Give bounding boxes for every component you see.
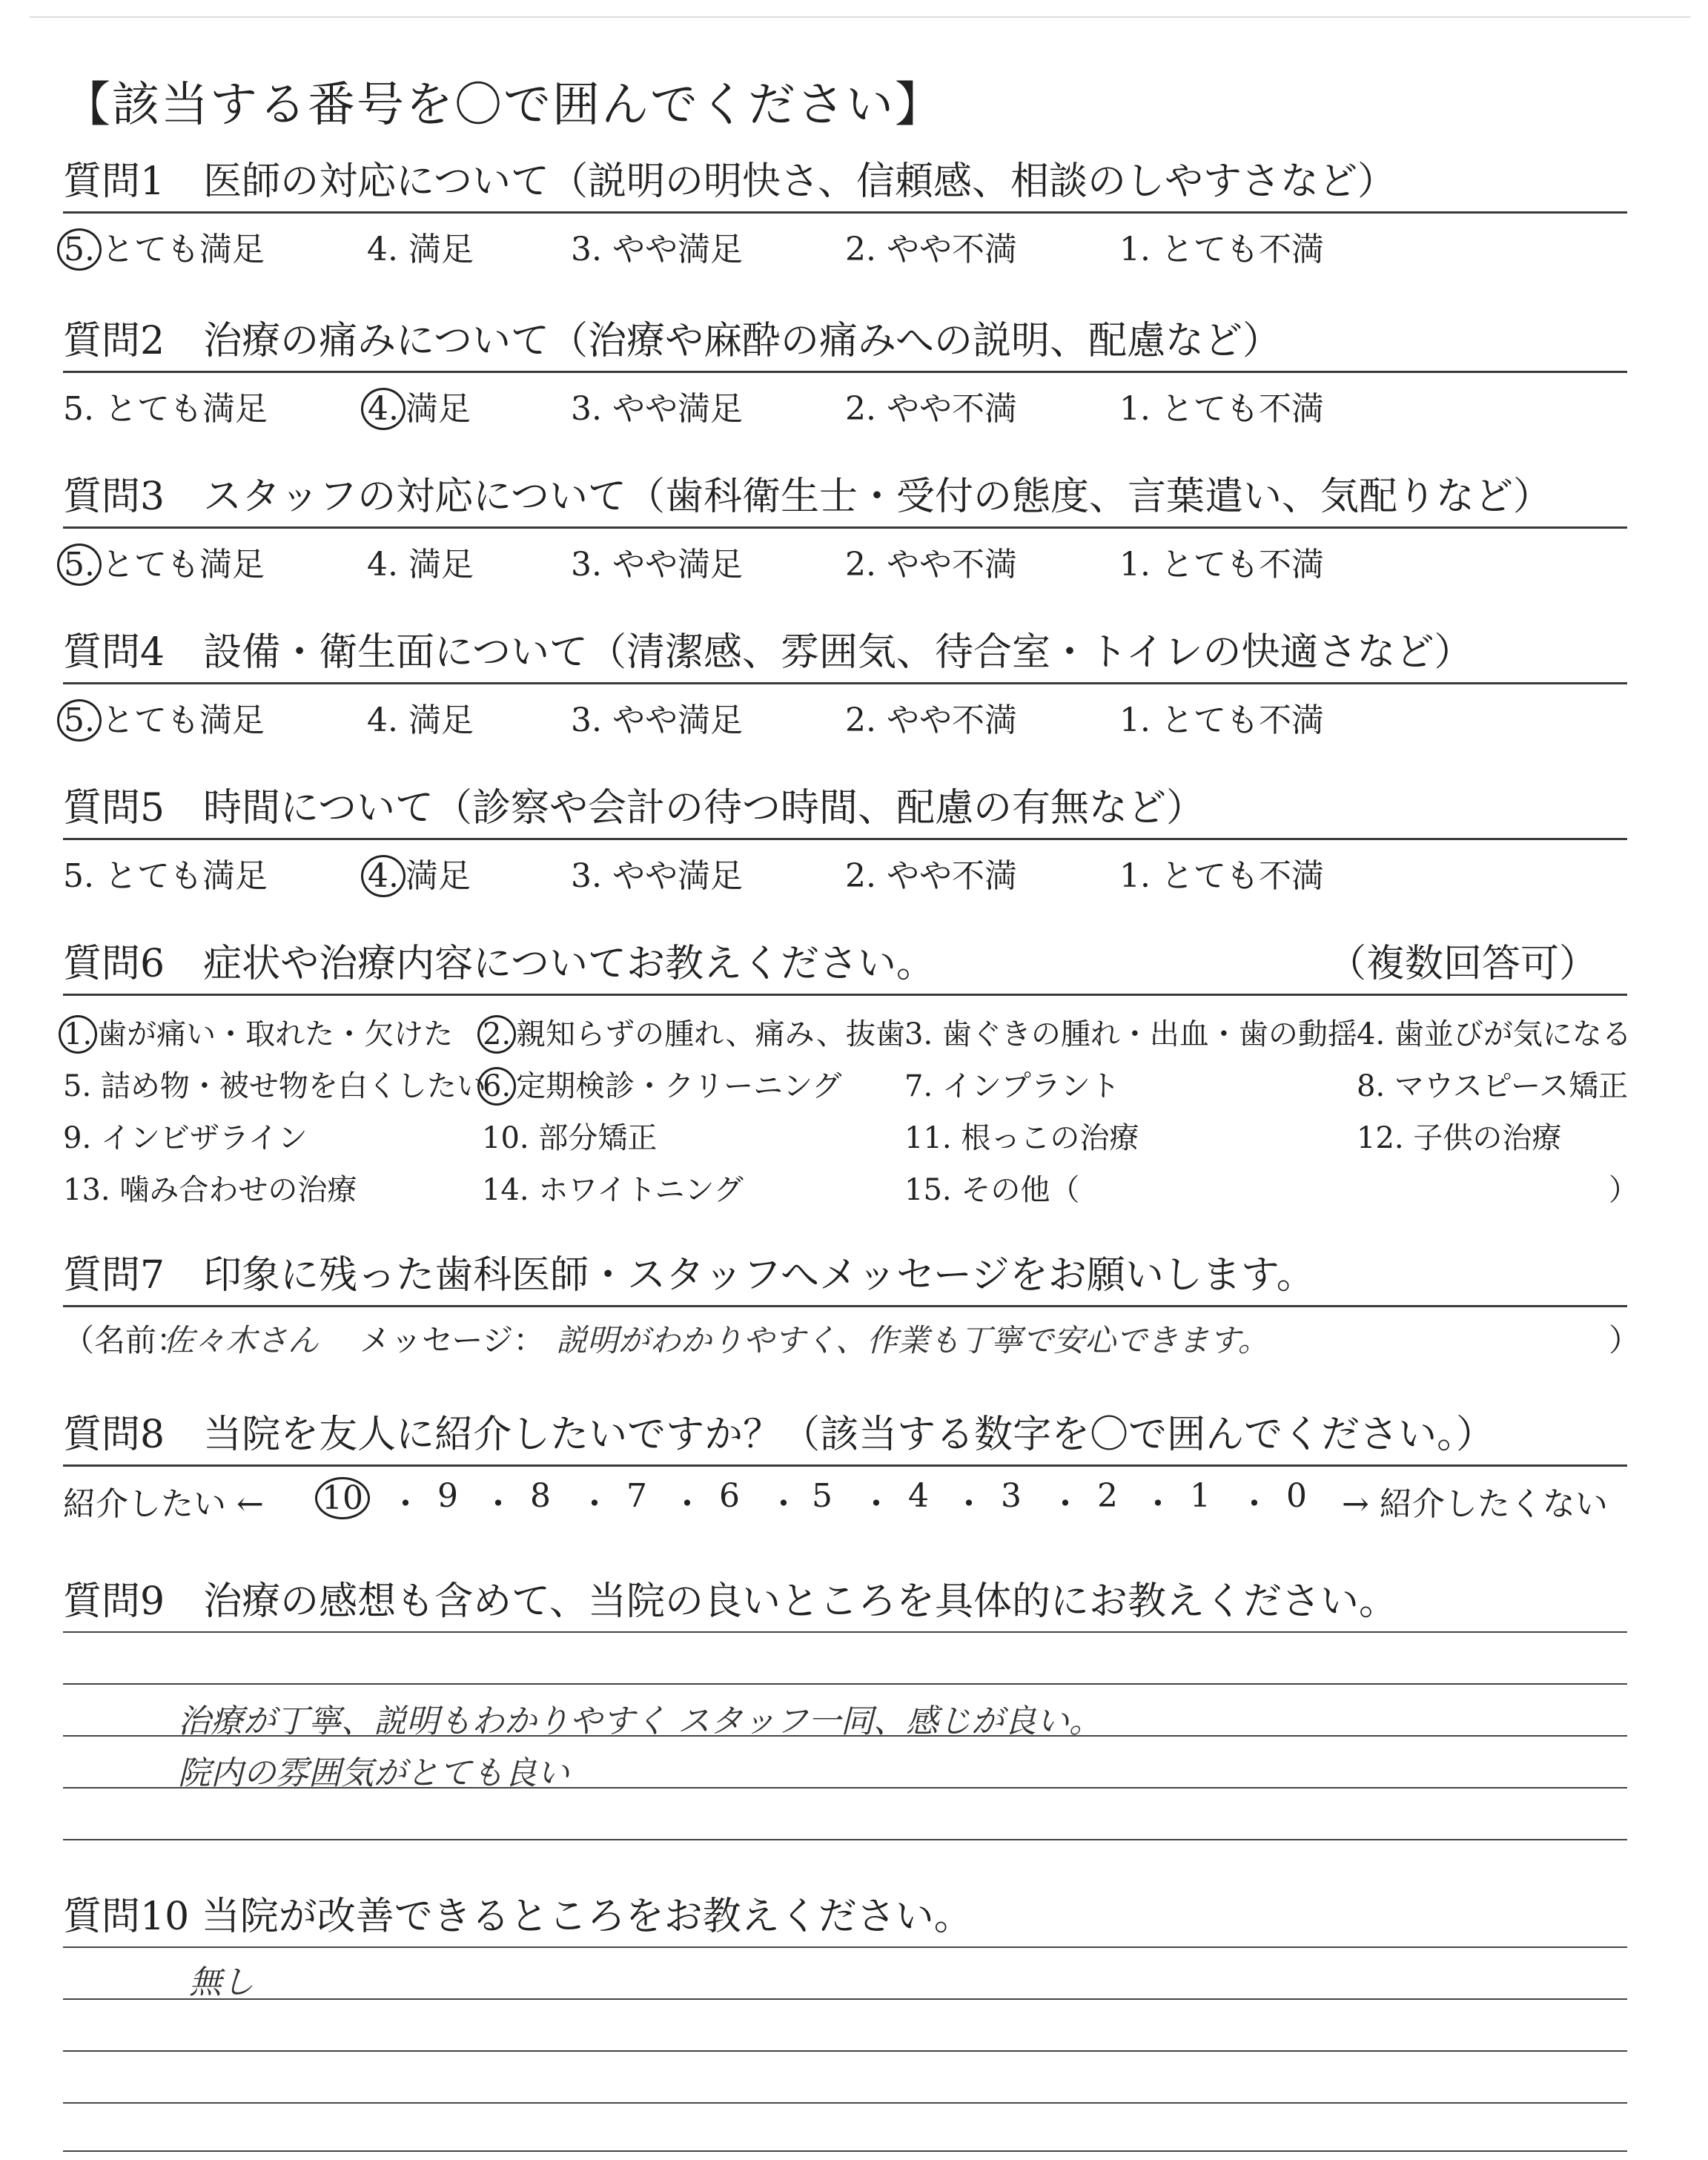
q1-option-5[interactable]: 5. とても満足 — [63, 222, 265, 270]
q2-option-2[interactable]: 2. やや不満 — [845, 390, 1017, 428]
recommend-scale — [63, 1474, 1627, 1523]
question-3 — [63, 475, 1627, 584]
q1-option-3[interactable]: 3. やや満足 — [571, 231, 743, 268]
question-3-title: 質問3 スタッフの対応について（歯科衛生士・受付の態度、言葉遣い、気配りなど） — [63, 475, 1552, 519]
q3-option-5[interactable]: 5. とても満足 — [63, 538, 265, 585]
scale-2[interactable]: 2 — [1097, 1477, 1118, 1515]
scale-5[interactable]: 5 — [812, 1477, 833, 1515]
question-10 — [63, 1895, 1627, 1939]
q4-option-1[interactable]: 1. とても不満 — [1119, 701, 1324, 739]
q1-option-2[interactable]: 2. やや不満 — [845, 231, 1017, 268]
scale-7[interactable]: 7 — [626, 1477, 647, 1515]
q3-option-4[interactable]: 4. 満足 — [367, 546, 474, 584]
divider — [63, 838, 1627, 840]
divider — [63, 371, 1627, 373]
q6-option-2[interactable]: 2. 親知らずの腫れ、痛み、抜歯 — [482, 1011, 905, 1053]
scale-sep: ・ — [389, 1485, 422, 1523]
q6-option-4[interactable]: 4. 歯並びが気になる — [1357, 1017, 1632, 1051]
question-1-title: 質問1 医師の対応について（説明の明快さ、信頼感、相談のしやすさなど） — [63, 159, 1396, 204]
q6-option-12[interactable]: 12. 子供の治療 — [1357, 1121, 1562, 1155]
message-field[interactable]: 説明がわかりやすく、作業も丁寧で安心できます。 — [556, 1322, 1269, 1358]
q6-other-close-paren: ） — [1609, 1173, 1638, 1207]
question-5-options — [63, 846, 1627, 895]
question-2-title: 質問2 治療の痛みについて（治療や麻酔の痛みへの説明、配慮など） — [63, 319, 1282, 363]
q5-option-2[interactable]: 2. やや不満 — [845, 857, 1017, 895]
name-field[interactable]: 佐々木さん — [163, 1322, 320, 1358]
answer-line — [63, 2050, 1627, 2052]
scale-10[interactable]: 10 — [315, 1477, 370, 1519]
q2-option-1[interactable]: 1. とても不満 — [1119, 390, 1324, 428]
question-9-answer-line-2: 院内の雰囲気がとても良い — [178, 1754, 569, 1792]
scale-3[interactable]: 3 — [1001, 1477, 1022, 1515]
answer-line — [63, 1998, 1627, 2000]
question-5-title: 質問5 時間について（診察や会計の待つ時間、配慮の有無など） — [63, 786, 1205, 830]
name-label: （名前： — [63, 1322, 188, 1358]
question-8-title: 質問8 当院を友人に紹介したいですか？（該当する数字を〇で囲んでください。） — [63, 1413, 1495, 1457]
divider — [63, 526, 1627, 529]
q5-option-1[interactable]: 1. とても不満 — [1119, 857, 1324, 895]
q5-option-3[interactable]: 3. やや満足 — [571, 857, 743, 895]
divider — [63, 682, 1627, 684]
question-6-title-text: 質問6 症状や治療内容についてお教えください。 — [63, 942, 936, 986]
q5-option-4[interactable]: 4. 満足 — [367, 849, 471, 896]
q1-option-1[interactable]: 1. とても不満 — [1119, 231, 1324, 268]
question-10-answer: 無し — [189, 1964, 254, 2001]
scale-4[interactable]: 4 — [908, 1477, 929, 1515]
q6-option-14[interactable]: 14. ホワイトニング — [482, 1173, 744, 1207]
q3-option-1[interactable]: 1. とても不満 — [1119, 546, 1324, 584]
scale-sep: ・ — [1238, 1485, 1271, 1523]
scale-sep: ・ — [767, 1485, 800, 1523]
scale-8[interactable]: 8 — [530, 1477, 551, 1515]
question-6-options — [63, 996, 1638, 1211]
scale-left-label: 紹介したい ← — [63, 1485, 264, 1523]
scale-9[interactable]: 9 — [437, 1477, 458, 1515]
question-4 — [63, 630, 1627, 739]
q6-option-5[interactable]: 5. 詰め物・被せ物を白くしたい — [63, 1069, 486, 1103]
answer-line — [63, 1631, 1627, 1633]
q6-option-15[interactable]: 15. その他（ — [904, 1173, 1080, 1207]
question-7-answer-row — [63, 1313, 1641, 1358]
question-2-options — [63, 379, 1627, 428]
divider — [63, 1305, 1627, 1307]
q6-option-6[interactable]: 6. 定期検診・クリーニング — [482, 1063, 841, 1105]
q5-option-5[interactable]: 5. とても満足 — [63, 857, 268, 895]
top-border — [30, 16, 1690, 18]
question-9 — [63, 1579, 1627, 1624]
q6-option-7[interactable]: 7. インプラント — [904, 1069, 1120, 1103]
q2-option-4[interactable]: 4. 満足 — [367, 382, 471, 429]
question-6 — [63, 942, 1638, 1211]
q6-option-8[interactable]: 8. マウスピース矯正 — [1357, 1069, 1629, 1103]
q6-option-10[interactable]: 10. 部分矯正 — [482, 1121, 658, 1155]
question-9-answer-line-1: 治療が丁寧、説明もわかりやすく スタッフ一同、感じが良い。 — [178, 1702, 1102, 1740]
question-7-title: 質問7 印象に残った歯科医師・スタッフへメッセージをお願いします。 — [63, 1253, 1315, 1298]
q6-option-9[interactable]: 9. インビザライン — [63, 1121, 308, 1155]
question-10-answer-area[interactable] — [63, 1946, 1627, 2154]
question-7 — [63, 1253, 1641, 1358]
scale-sep: ・ — [671, 1485, 704, 1523]
question-9-answer-area[interactable] — [63, 1631, 1627, 1854]
answer-line — [63, 1839, 1627, 1840]
answer-line — [63, 1946, 1627, 1948]
divider — [63, 1464, 1627, 1467]
scale-sep: ・ — [860, 1485, 893, 1523]
question-8 — [63, 1413, 1627, 1523]
question-1-options — [63, 219, 1627, 268]
q4-option-3[interactable]: 3. やや満足 — [571, 701, 743, 739]
scale-sep: ・ — [953, 1485, 985, 1523]
scale-1[interactable]: 1 — [1190, 1477, 1211, 1515]
question-3-options — [63, 535, 1627, 584]
multiple-answers-note: （複数回答可） — [1327, 942, 1598, 986]
q2-option-5[interactable]: 5. とても満足 — [63, 390, 268, 428]
scale-sep: ・ — [1142, 1485, 1174, 1523]
q3-option-3[interactable]: 3. やや満足 — [571, 546, 743, 584]
q2-option-3[interactable]: 3. やや満足 — [571, 390, 743, 428]
scale-right-label: → 紹介したくない — [1342, 1485, 1608, 1523]
q6-option-11[interactable]: 11. 根っこの治療 — [904, 1121, 1139, 1155]
q4-option-2[interactable]: 2. やや不満 — [845, 701, 1017, 739]
question-9-title: 質問9 治療の感想も含めて、当院の良いところを具体的にお教えください。 — [63, 1579, 1398, 1624]
answer-line — [63, 2102, 1627, 2104]
question-6-title — [63, 942, 1627, 986]
q6-option-3[interactable]: 3. 歯ぐきの腫れ・出血・歯の動揺 — [904, 1017, 1357, 1051]
page-heading: 【該当する番号を〇で囲んでください】 — [63, 78, 944, 133]
divider — [63, 211, 1627, 214]
q7-close-paren: ） — [1609, 1322, 1641, 1358]
q3-option-2[interactable]: 2. やや不満 — [845, 546, 1017, 584]
message-label: メッセージ： — [360, 1322, 545, 1358]
question-1 — [63, 159, 1627, 268]
answer-line — [63, 1683, 1627, 1685]
question-10-title: 質問10 当院が改善できるところをお教えください。 — [63, 1895, 973, 1939]
question-5 — [63, 786, 1627, 895]
scale-sep: ・ — [1049, 1485, 1082, 1523]
question-2 — [63, 319, 1627, 428]
q4-option-4[interactable]: 4. 満足 — [367, 701, 474, 739]
answer-line — [63, 2150, 1627, 2152]
question-4-title: 質問4 設備・衛生面について（清潔感、雰囲気、待合室・トイレの快適さなど） — [63, 630, 1473, 675]
scale-0[interactable]: 0 — [1286, 1477, 1307, 1515]
scale-6[interactable]: 6 — [719, 1477, 740, 1515]
q6-option-1[interactable]: 1. 歯が痛い・取れた・欠けた — [63, 1011, 453, 1053]
q1-option-4[interactable]: 4. 満足 — [367, 231, 474, 268]
scale-sep: ・ — [482, 1485, 514, 1523]
q6-option-13[interactable]: 13. 噛み合わせの治療 — [63, 1173, 357, 1207]
q4-option-5[interactable]: 5. とても満足 — [63, 693, 265, 741]
scale-sep: ・ — [578, 1485, 611, 1523]
question-4-options — [63, 690, 1627, 739]
